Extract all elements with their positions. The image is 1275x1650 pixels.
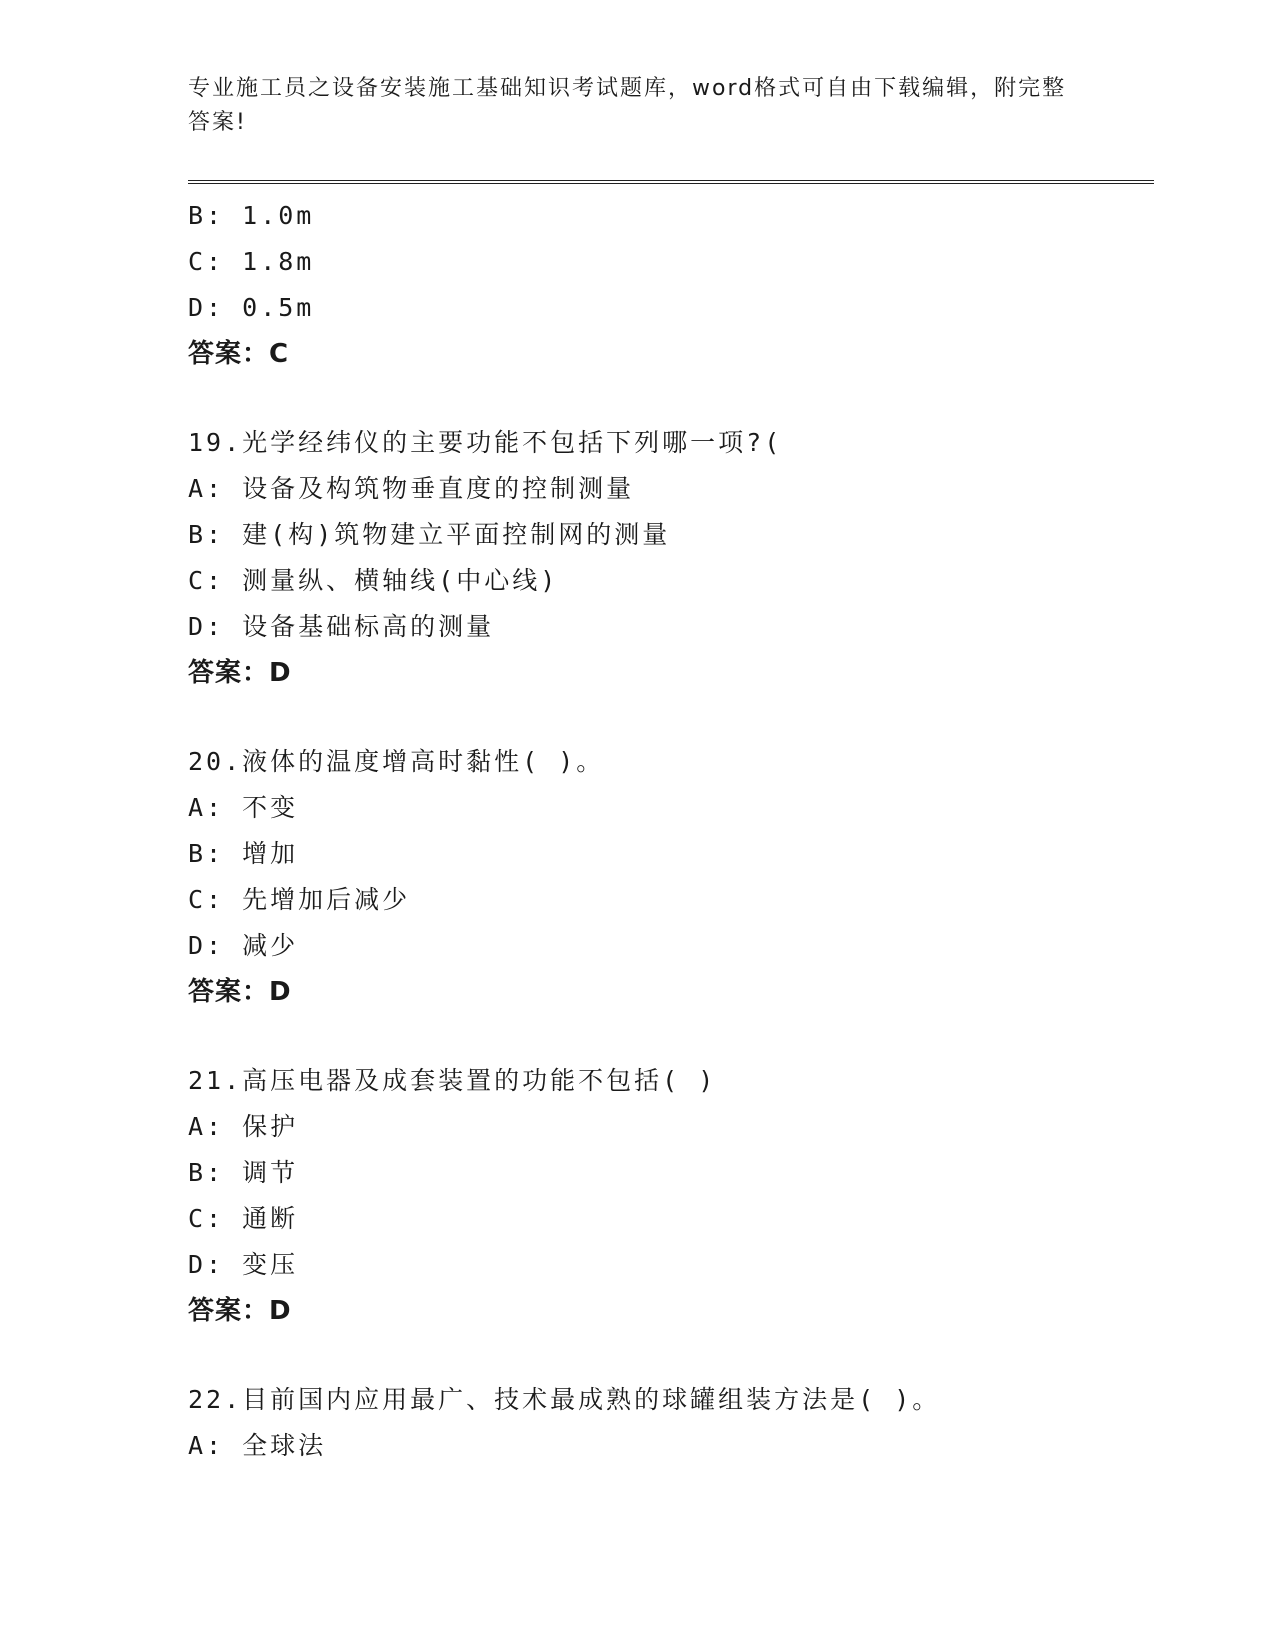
question-fragment — [188, 193, 1154, 377]
option-b: B: 1.0m — [188, 201, 315, 230]
answer-line: 答案：D — [188, 658, 292, 688]
option-a: A: 设备及构筑物垂直度的控制测量 — [188, 474, 635, 503]
option-b: B: 增加 — [188, 839, 299, 868]
option-b: B: 建(构)筑物建立平面控制网的测量 — [188, 520, 671, 549]
answer-line: 答案：D — [188, 977, 292, 1007]
option-d: D: 减少 — [188, 931, 299, 960]
header-divider — [188, 180, 1154, 184]
option-d: D: 0.5m — [188, 293, 315, 322]
option-c: C: 通断 — [188, 1204, 299, 1233]
question-19 — [188, 420, 1154, 696]
option-d: D: 设备基础标高的测量 — [188, 612, 495, 641]
option-c: C: 1.8m — [188, 247, 315, 276]
option-c: C: 测量纵、横轴线(中心线) — [188, 566, 559, 595]
document-header-text: 专业施工员之设备安装施工基础知识考试题库，word格式可自由下载编辑，附完整答案! — [188, 76, 1067, 135]
spacer — [188, 696, 1154, 739]
document-header — [188, 72, 1068, 140]
question-stem: 22.目前国内应用最广、技术最成熟的球罐组装方法是( )。 — [188, 1385, 941, 1414]
answer-line: 答案：C — [188, 339, 290, 369]
question-stem: 21.高压电器及成套装置的功能不包括( ) — [188, 1066, 717, 1095]
option-a: A: 全球法 — [188, 1431, 327, 1460]
option-a: A: 不变 — [188, 793, 299, 822]
question-22 — [188, 1377, 1154, 1469]
question-stem: 20.液体的温度增高时黏性( )。 — [188, 747, 605, 776]
option-c: C: 先增加后减少 — [188, 885, 411, 914]
question-stem: 19.光学经纬仪的主要功能不包括下列哪一项?( — [188, 428, 783, 457]
question-21 — [188, 1058, 1154, 1334]
answer-line: 答案：D — [188, 1296, 292, 1326]
spacer — [188, 377, 1154, 420]
option-b: B: 调节 — [188, 1158, 299, 1187]
option-a: A: 保护 — [188, 1112, 299, 1141]
option-d: D: 变压 — [188, 1250, 299, 1279]
spacer — [188, 1334, 1154, 1377]
question-20 — [188, 739, 1154, 1015]
spacer — [188, 1015, 1154, 1058]
question-list — [188, 193, 1154, 1469]
